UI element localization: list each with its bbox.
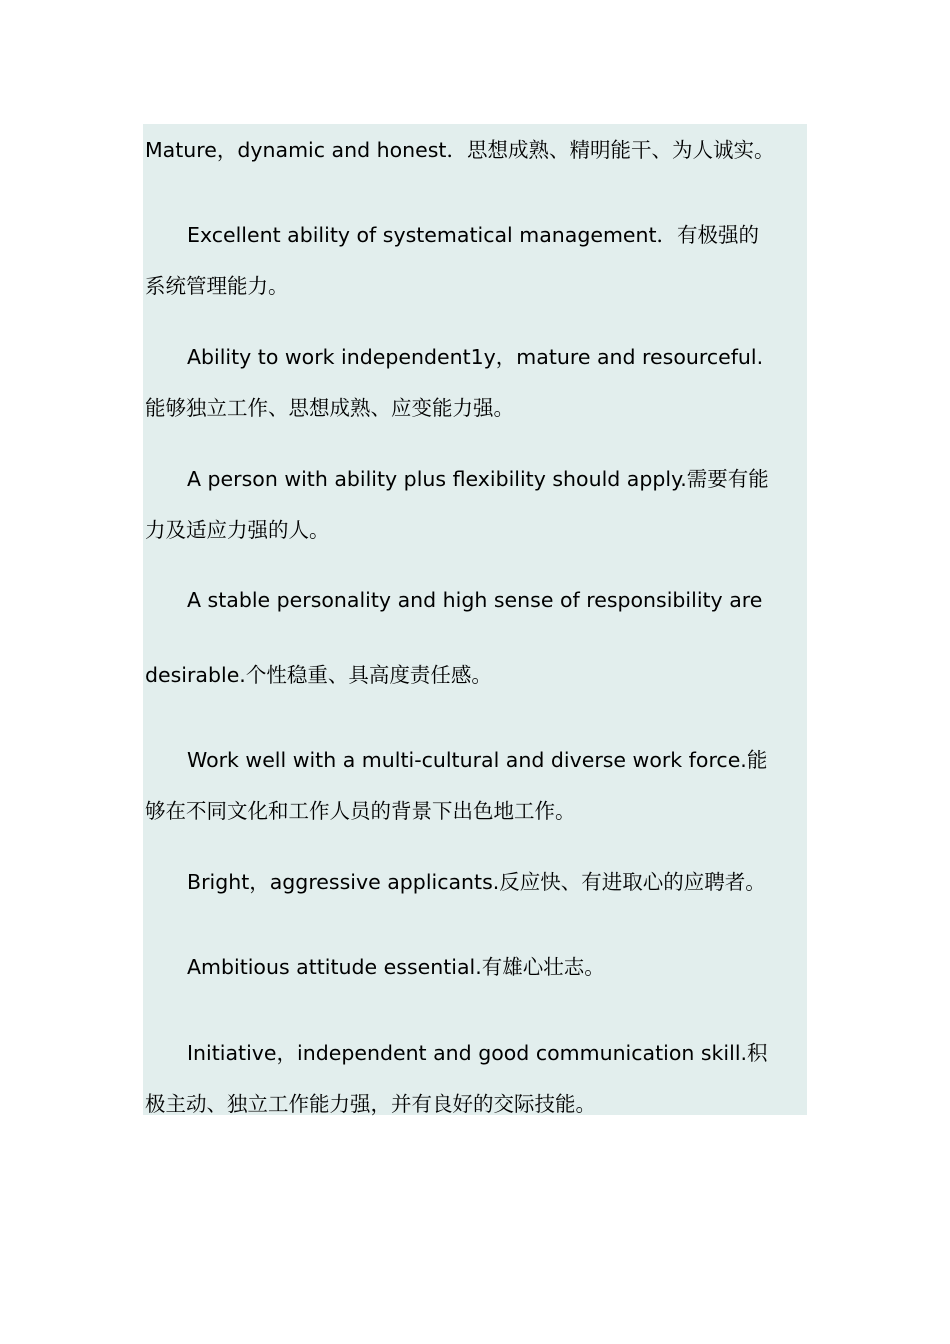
entry-independent-line-1: Ability to work independent1y，mature and resourceful. [187,345,764,369]
entry-flexibility-line-1: A person with ability plus flexibility should apply.需要有能 [187,467,769,491]
entry-management-line-1: Excellent ability of systematical management．有极强的 [187,223,760,247]
entry-stable-line-2: desirable.个性稳重、具高度责任感。 [145,663,492,687]
entry-stable-line-1: A stable personality and high sense of responsibility are [187,588,763,612]
entry-multicultural-line-2: 够在不同文化和工作人员的背景下出色地工作。 [145,799,576,823]
entry-independent-line-2: 能够独立工作、思想成熟、应变能力强。 [145,396,514,420]
entry-management-line-2: 系统管理能力。 [145,274,289,298]
entry-initiative-line-2: 极主动、独立工作能力强，并有良好的交际技能。 [145,1092,596,1116]
entry-ambitious-line-1: Ambitious attitude essential.有雄心壮志。 [187,955,605,979]
entry-flexibility-line-2: 力及适应力强的人。 [145,518,330,542]
entry-multicultural-line-1: Work well with a multi-cultural and diverse work force.能 [187,748,768,772]
entry-initiative-line-1: Initiative，independent and good communication skill.积 [187,1041,768,1065]
entry-mature-line-1: Mature，dynamic and honest．思想成熟、精明能干、为人诚实。 [145,138,775,162]
entry-bright-line-1: Bright，aggressive applicants.反应快、有进取心的应聘者。 [187,870,766,894]
